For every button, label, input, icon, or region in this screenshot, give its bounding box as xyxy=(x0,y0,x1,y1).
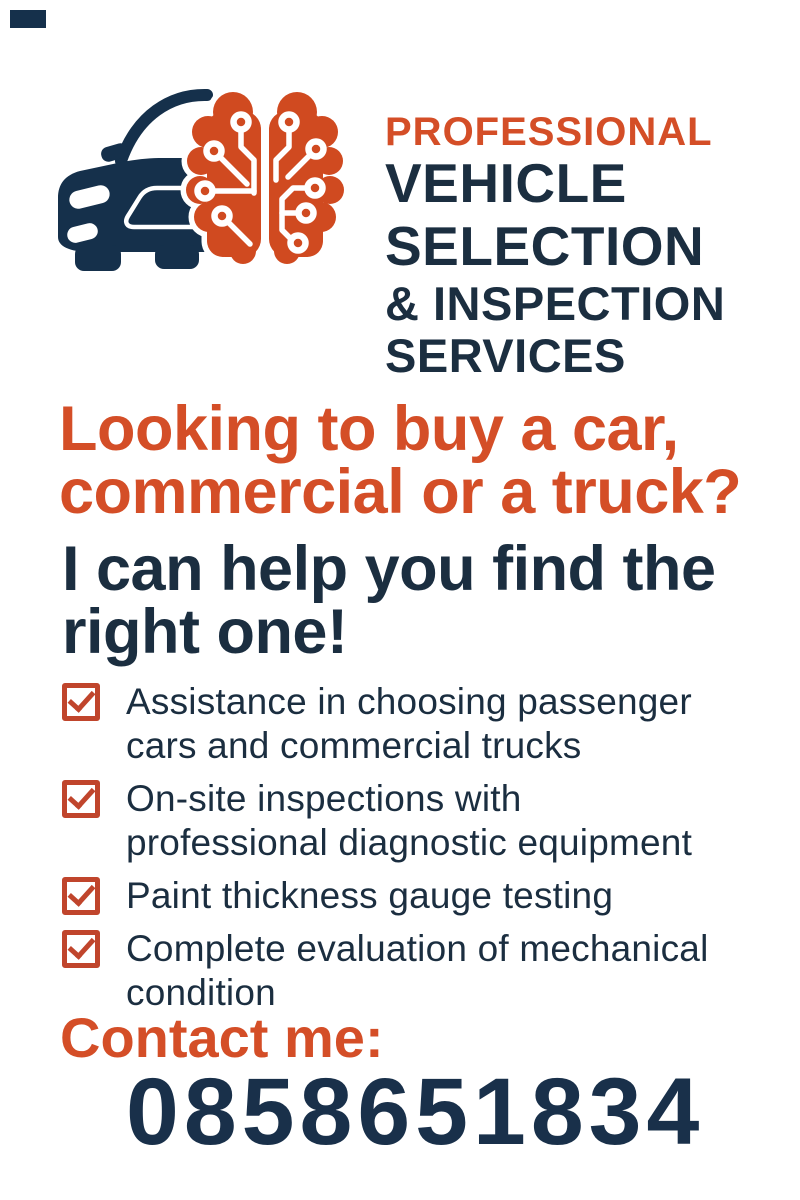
checkbox-checked-icon xyxy=(62,930,100,968)
checkmark-icon xyxy=(68,878,96,907)
list-item-text xyxy=(126,777,692,865)
brand-line-services: SERVICES xyxy=(385,329,626,382)
car-brain-logo xyxy=(55,85,350,275)
list-item-text xyxy=(126,927,709,1015)
circuit-brain-icon xyxy=(186,92,344,266)
headline-question-line1: Looking to buy a car, xyxy=(59,394,679,464)
brand-line-inspection: & INSPECTION xyxy=(385,277,726,330)
list-item xyxy=(62,874,762,918)
contact-label: Contact me: xyxy=(60,1006,384,1069)
headline-answer-line2: right one! xyxy=(62,597,348,667)
brand-line-professional: PROFESSIONAL xyxy=(385,110,713,154)
checkbox-checked-icon xyxy=(62,683,100,721)
list-item-text xyxy=(126,874,613,918)
list-item-line: Complete evaluation of mechanical xyxy=(126,928,709,969)
headline-question xyxy=(59,394,742,527)
list-item xyxy=(62,927,762,1015)
checkmark-icon xyxy=(68,684,96,713)
list-item-line: Assistance in choosing passenger xyxy=(126,681,692,722)
checkbox-checked-icon xyxy=(62,780,100,818)
list-item xyxy=(62,680,762,768)
checkmark-icon xyxy=(68,781,96,810)
checkmark-icon xyxy=(68,931,96,960)
list-item-line: cars and commercial trucks xyxy=(126,725,582,766)
brand-line-selection: SELECTION xyxy=(385,215,705,277)
services-checklist xyxy=(62,680,762,1024)
headline-answer-line1: I can help you find the xyxy=(62,534,716,604)
list-item-line: condition xyxy=(126,972,276,1013)
phone-number: 0858651834 xyxy=(126,1059,705,1165)
logo-svg xyxy=(55,85,350,275)
list-item-line: On-site inspections with xyxy=(126,778,522,819)
brand-header xyxy=(385,112,725,382)
list-item-line: professional diagnostic equipment xyxy=(126,822,693,863)
headline-answer xyxy=(62,534,716,667)
headline-question-line2: commercial or a truck? xyxy=(59,457,742,527)
list-item xyxy=(62,777,762,865)
brand-line-vehicle: VEHICLE xyxy=(385,152,627,214)
corner-mark xyxy=(10,10,46,28)
list-item-text xyxy=(126,680,692,768)
checkbox-checked-icon xyxy=(62,877,100,915)
list-item-line: Paint thickness gauge testing xyxy=(126,875,614,916)
